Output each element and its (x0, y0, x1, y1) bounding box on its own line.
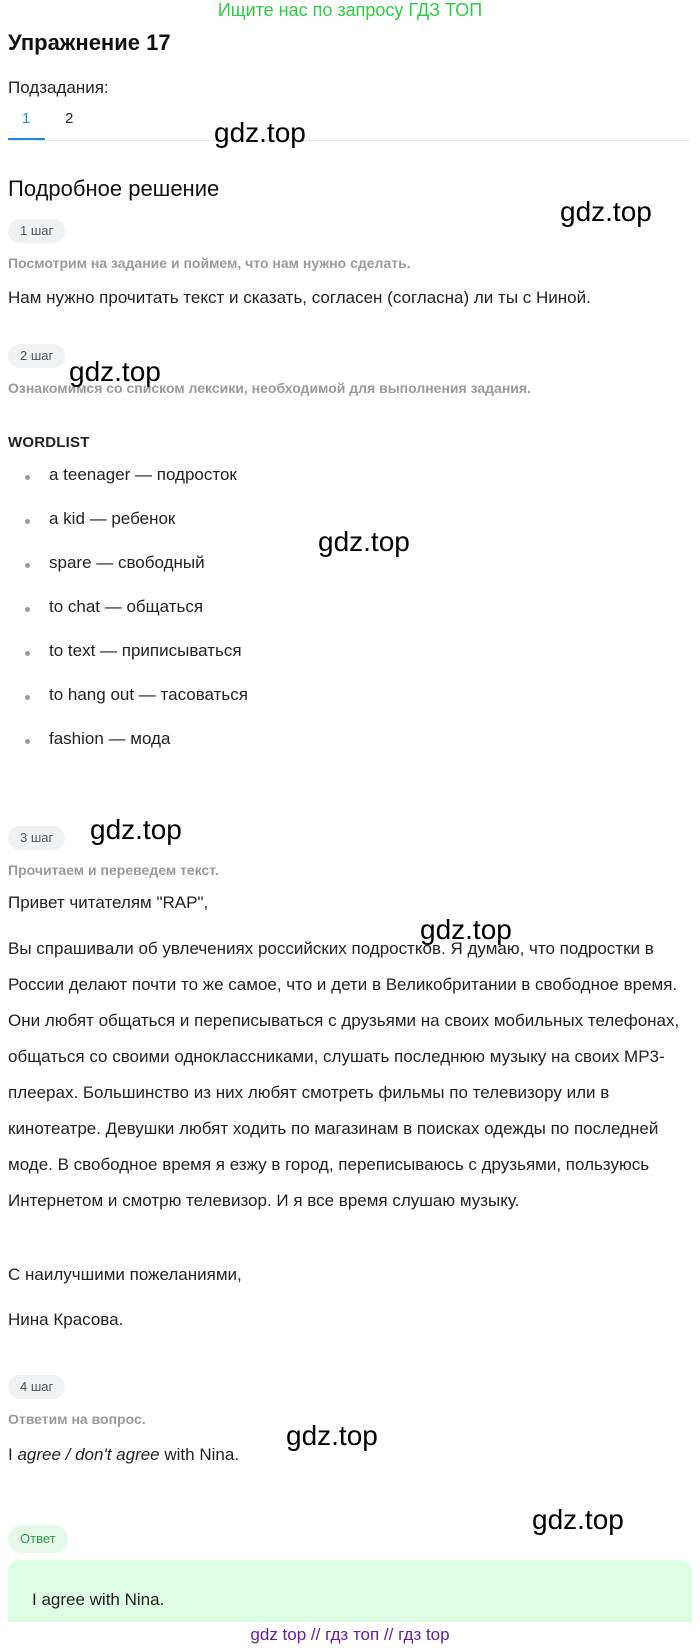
step-3-badge: 3 шаг (8, 826, 65, 850)
wordlist-item: to chat — общаться (49, 597, 204, 616)
answer-suffix: with Nina. (159, 1445, 240, 1464)
bullet-icon (25, 695, 30, 700)
watermark: gdz.top (90, 814, 182, 845)
bullet-icon (25, 519, 30, 524)
bullet-icon (25, 607, 30, 612)
wordlist-item: to text — приписываться (49, 641, 242, 660)
letter-signature: Нина Красова. (8, 1310, 124, 1329)
answer-prefix: I (8, 1445, 18, 1464)
bullet-icon (25, 651, 30, 656)
watermark: gdz.top (560, 196, 652, 227)
bullet-icon (25, 739, 30, 744)
tabs-divider (8, 140, 690, 141)
section-title: Подробное решение (8, 176, 220, 201)
wordlist-heading: WORDLIST (8, 434, 90, 451)
answer-options: agree / don't agree (17, 1445, 160, 1464)
step-4-description: Ответим на вопрос. (8, 1411, 146, 1427)
bullet-icon (25, 475, 30, 480)
tab-subtask-2[interactable]: 2 (65, 110, 74, 127)
letter-closing: С наилучшими пожеланиями, (8, 1265, 242, 1284)
step-2-description: Ознакомимся со списком лексики, необходимой для выполнения задания. (8, 380, 531, 396)
step-1-description: Посмотрим на задание и поймем, что нам нужно сделать. (8, 255, 411, 271)
step-1-badge: 1 шаг (8, 219, 65, 243)
watermark: gdz.top (532, 1504, 624, 1535)
watermark: gdz.top (214, 117, 306, 148)
wordlist-item: spare — свободный (49, 553, 205, 572)
bullet-icon (25, 563, 30, 568)
letter-greeting: Привет читателям "RAP", (8, 893, 209, 912)
page-title: Упражнение 17 (8, 30, 171, 55)
wordlist-item: fashion — мода (49, 729, 171, 748)
watermark: gdz.top (69, 356, 161, 387)
answer-template (8, 1445, 239, 1465)
promo-banner[interactable]: Ищите нас по запросу ГДЗ ТОП (217, 0, 483, 20)
wordlist-item: to hang out — тасоваться (49, 685, 248, 704)
wordlist-item: a teenager — подросток (49, 465, 237, 484)
wordlist-item: a kid — ребенок (49, 509, 176, 528)
step-2-badge: 2 шаг (8, 344, 65, 368)
watermark: gdz.top (420, 914, 512, 945)
answer-badge: Ответ (8, 1525, 68, 1553)
watermark: gdz.top (318, 526, 410, 557)
answer-text: I agree with Nina. (32, 1590, 165, 1609)
step-3-description: Прочитаем и переведем текст. (8, 862, 219, 878)
subtasks-label: Подзадания: (8, 78, 109, 97)
footer-links[interactable]: gdz top // гдз топ // гдз top (0, 1622, 700, 1648)
watermark: gdz.top (286, 1420, 378, 1451)
tab-subtask-1[interactable]: 1 (22, 110, 31, 127)
letter-paragraph: Вы спрашивали об увлечениях российских подростков. Я думаю, что подростки в России делают почти то же самое, что и дети в Великобритании в свободное время. Они любят общаться и переписываться с друзьями на своих мобильных телефонах, общаться со своими одноклассниками, слушать последнюю музыку на своих MP3-плеерах. Большинство из них любят смотреть фильмы по телевизору или в кинотеатре. Девушки любят ходить по магазинам в поисках одежды по последней моде. В свободное время я езжу в город, переписываюсь с друзьями, пользуюсь Интернетом и смотрю телевизор. И я все время слушаю музыку. (8, 939, 680, 1210)
step-4-badge: 4 шаг (8, 1375, 65, 1399)
step-1-text: Нам нужно прочитать текст и сказать, согласен (согласна) ли ты с Ниной. (8, 288, 591, 307)
